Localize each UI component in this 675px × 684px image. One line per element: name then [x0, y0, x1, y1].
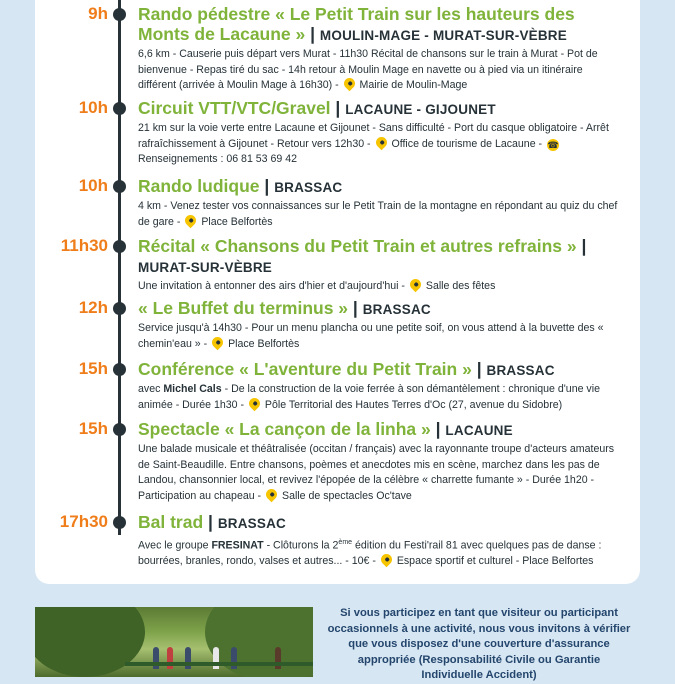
- timeline-dot: [113, 240, 126, 253]
- event-title-text: Rando pédestre « Le Petit Train sur les hauteurs des Monts de Lacaune »: [138, 4, 575, 44]
- event-title: [138, 236, 618, 278]
- location-text: Place Belfortès: [228, 337, 300, 350]
- location-text: Espace sportif et culturel - Place Belfortes: [396, 555, 594, 568]
- event-title: [138, 4, 618, 46]
- title-separator: |: [352, 298, 358, 318]
- event-place: MOULIN-MAGE - MURAT-SUR-VÈBRE: [319, 28, 567, 43]
- title-separator: |: [310, 24, 316, 44]
- map-pin-icon: [373, 134, 389, 150]
- event-description: [138, 442, 618, 504]
- event-title-text: Rando ludique: [138, 176, 260, 196]
- band-name: FRESINAT: [211, 539, 264, 552]
- event-place: LACAUNE - GIJOUNET: [345, 102, 496, 117]
- description-prefix: Avec le groupe: [138, 539, 209, 552]
- event-description: [138, 279, 618, 295]
- description-text: édition du Festi'rail 81 avec quelques pas de danse : bourrées, branles, rondo, valses et autres... - 10€ -: [138, 539, 602, 568]
- event-time: 12h: [78, 298, 108, 317]
- location-text: Place Belfortès: [201, 215, 273, 228]
- event-title-text: Circuit VTT/VTC/Gravel: [138, 98, 331, 118]
- event-title-text: Récital « Chansons du Petit Train et autres refrains »: [138, 236, 577, 256]
- event-title: [138, 512, 618, 534]
- event-time: 9h: [88, 4, 108, 23]
- title-separator: |: [581, 236, 587, 256]
- phone-text: Renseignements : 06 81 53 69 42: [138, 153, 298, 165]
- map-pin-icon: [264, 486, 280, 502]
- event-place: LACAUNE: [445, 423, 513, 438]
- timeline-dot: [113, 180, 126, 193]
- timeline-dot: [113, 363, 126, 376]
- description-text: Une balade musicale et théâtralisée (occitan / français) avec la rayonnante troupe d'acteurs amateurs de Saint-Beaudille. Entre chansons, poèmes et anecdotes mis en scène, marchez dans les pas de Landou, chansonnier local, et revivez l'épopée de la célèbre « charrette fumante » - Durée 1h20 - Participation au chapeau -: [138, 443, 615, 502]
- event-title: [138, 98, 618, 120]
- location-text: Salle de spectacles Oc'tave: [282, 489, 412, 502]
- event-time: 10h: [78, 176, 108, 195]
- event-place: MURAT-SUR-VÈBRE: [138, 260, 272, 275]
- title-separator: |: [335, 98, 341, 118]
- event-title: [138, 298, 618, 320]
- map-pin-icon: [379, 552, 395, 568]
- insurance-note: Si vous participez en tant que visiteur ou participant occasionnels à une activité, nous vous invitons à vérifier que vous disposez d'une couverture d'assurance appropriée (Responsabilité Civile ou Garantie Individuelle Accident): [327, 607, 631, 681]
- timeline-dot: [113, 302, 126, 315]
- description-text: 21 km sur la voie verte entre Lacaune et Gijounet - Sans difficulté - Port du casque obligatoire - Arrêt rafraîchissement à Gijounet - Retour vers 12h30 -: [138, 122, 609, 150]
- event-description: [138, 535, 618, 570]
- event-place: BRASSAC: [217, 516, 286, 531]
- title-separator: |: [264, 176, 270, 196]
- event-description: [138, 121, 618, 168]
- event-title-text: Conférence « L'aventure du Petit Train »: [138, 359, 472, 379]
- event-time: 17h30: [59, 512, 108, 531]
- photo-railway-hikers: [35, 607, 313, 677]
- event-place: BRASSAC: [362, 302, 431, 317]
- map-pin-icon: [210, 334, 226, 350]
- event-time: 11h30: [60, 236, 108, 255]
- event-description: [138, 382, 618, 413]
- description-text: 4 km - Venez tester vos connaissances sur le Petit Train de la montagne en répondant au quiz du chef de gare -: [138, 200, 618, 228]
- title-separator: |: [435, 419, 441, 439]
- location-text: Office de tourisme de Lacaune -: [391, 137, 543, 150]
- location-text: Mairie de Moulin-Mage: [359, 79, 468, 91]
- event-description: [138, 199, 618, 230]
- timeline-dot: [113, 102, 126, 115]
- event-description: [138, 321, 618, 352]
- event-time: 15h: [78, 419, 108, 438]
- event-time: 15h: [78, 359, 108, 378]
- timeline-dot: [113, 8, 126, 21]
- map-pin-icon: [183, 212, 199, 228]
- speaker-name: Michel Cals: [163, 383, 222, 395]
- title-separator: |: [476, 359, 482, 379]
- description-text: 6,6 km - Causerie puis départ vers Murat - 11h30 Récital de chansons sur le train à Murat - Pot de bienvenue - Repas tiré du sac - 14h retour à Moulin Mage en navette ou à pied via un itinéraire différent (arrivée à Moulin Mage à 16h30) -: [138, 48, 598, 91]
- timeline-line: [118, 0, 121, 535]
- event-title-text: « Le Buffet du terminus »: [138, 298, 349, 318]
- description-prefix: avec: [138, 383, 161, 395]
- title-separator: |: [208, 512, 213, 532]
- event-title-text: Spectacle « La cançon de la linha »: [138, 419, 431, 439]
- location-text: Pôle Territorial des Hautes Terres d'Oc (27, avenue du Sidobre): [264, 398, 563, 411]
- map-pin-icon: [341, 76, 357, 92]
- event-time: 10h: [78, 98, 108, 117]
- event-title: [138, 176, 618, 198]
- description-text: Une invitation à entonner des airs d'hier et d'aujourd'hui -: [138, 280, 405, 292]
- event-description: [138, 47, 618, 94]
- map-pin-icon: [247, 395, 263, 411]
- event-place: BRASSAC: [274, 180, 343, 195]
- description-text: Service jusqu'à 14h30 - Pour un menu plancha ou une petite soif, on vous attend à la buvette des « chemin'eau » -: [138, 322, 604, 350]
- location-text: Salle des fêtes: [425, 280, 496, 292]
- timeline-dot: [113, 516, 126, 529]
- superscript-text: ème: [338, 539, 353, 546]
- description-text: - De la construction de la voie ferrée à son démantèlement : chronique d'une vie animée - Durée 1h30 -: [138, 383, 600, 411]
- map-pin-icon: [408, 277, 424, 293]
- event-title: [138, 359, 618, 381]
- description-text-a: - Clôturons la 2: [266, 539, 339, 552]
- phone-icon: ☎: [547, 139, 559, 150]
- timeline-dot: [113, 423, 126, 436]
- event-title: [138, 419, 618, 441]
- event-title-text: Bal trad: [138, 512, 204, 532]
- event-place: BRASSAC: [486, 363, 555, 378]
